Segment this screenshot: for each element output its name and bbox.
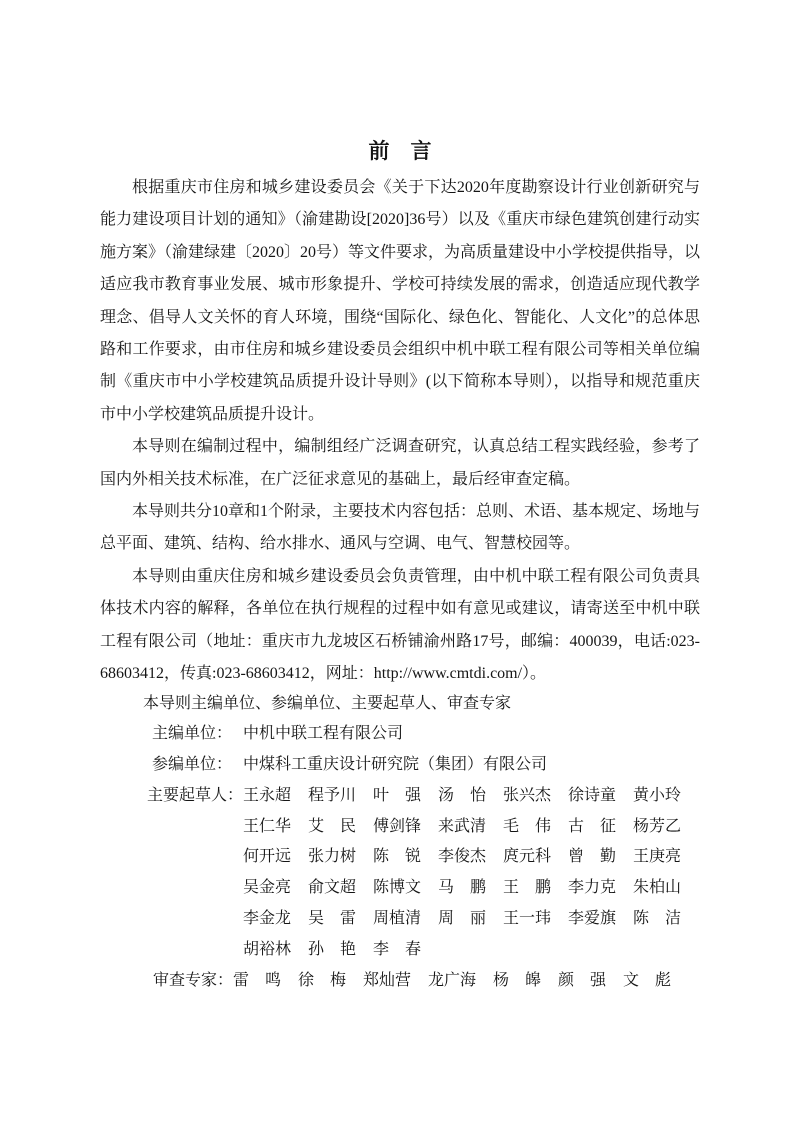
person-name: 傅剑锋	[373, 817, 422, 835]
person-name: 周 丽	[438, 910, 487, 928]
person-name: 来武清	[438, 817, 487, 835]
person-name: 吴金亮	[243, 879, 292, 897]
person-name: 雷 鸣	[233, 971, 282, 989]
person-name: 陈 锐	[373, 848, 422, 866]
drafter-names-row	[243, 818, 698, 835]
reviewers-label: 审查专家：	[153, 971, 234, 989]
person-name: 马 鹏	[438, 879, 487, 897]
person-name: 李力克	[568, 879, 617, 897]
person-name: 黄小玲	[633, 786, 682, 804]
reviewer-names-row	[233, 972, 688, 989]
foreword-paragraph-3: 本导则共分10章和1个附录，主要技术内容包括：总则、术语、基本规定、场地与总平面、建筑、结构、给水排水、通风与空调、电气、智慧校园等。	[100, 503, 701, 553]
drafters-row-1	[100, 781, 700, 812]
person-name: 文 彪	[623, 971, 672, 989]
drafters-row-3	[100, 842, 700, 873]
person-name: 程予川	[308, 786, 357, 804]
page-title: 前 言	[368, 139, 432, 163]
person-name: 王 鹏	[503, 879, 552, 897]
chief-editor-row	[100, 719, 700, 750]
person-name: 朱柏山	[633, 879, 682, 897]
drafter-names-row	[243, 941, 438, 958]
person-name: 俞文超	[308, 879, 357, 897]
foreword-body	[100, 172, 700, 691]
co-editor-label: 参编单位：	[152, 756, 233, 774]
drafter-names-row	[243, 879, 698, 896]
person-name: 曾 勤	[568, 848, 617, 866]
drafter-names-row	[243, 787, 698, 804]
person-name: 陈博文	[373, 879, 422, 897]
person-name: 艾 民	[308, 817, 357, 835]
person-name: 李 春	[373, 940, 422, 958]
person-name: 颜 强	[558, 971, 607, 989]
person-name: 张兴杰	[503, 786, 552, 804]
co-editor-value: 中煤科工重庆设计研究院（集团）有限公司	[243, 756, 548, 774]
person-name: 郑灿营	[363, 971, 412, 989]
person-name: 杨芳乙	[633, 817, 682, 835]
chief-editor-label: 主编单位：	[152, 725, 233, 743]
reviewers-row	[100, 966, 700, 997]
drafters-label: 主要起草人：	[147, 786, 244, 804]
person-name: 古 征	[568, 817, 617, 835]
person-name: 徐 梅	[298, 971, 347, 989]
drafters-row-5	[100, 904, 700, 935]
editorial-credits-section	[100, 689, 700, 997]
person-name: 庹元科	[503, 848, 552, 866]
person-name: 李俊杰	[438, 848, 487, 866]
person-name: 孙 艳	[308, 940, 357, 958]
drafter-names-row	[243, 910, 698, 927]
chief-editor-value: 中机中联工程有限公司	[243, 725, 404, 743]
person-name: 王一玮	[503, 910, 552, 928]
person-name: 胡裕林	[243, 940, 292, 958]
person-name: 吴 雷	[308, 910, 357, 928]
person-name: 龙广海	[428, 971, 477, 989]
person-name: 毛 伟	[503, 817, 552, 835]
credits-intro-line: 本导则主编单位、参编单位、主要起草人、审查专家	[143, 694, 512, 712]
person-name: 何开远	[243, 848, 292, 866]
person-name: 徐诗童	[568, 786, 617, 804]
co-editor-row	[100, 750, 700, 781]
foreword-paragraph-1: 根据重庆市住房和城乡建设委员会《关于下达2020年度勘察设计行业创新研究与能力建设项目计划的通知》（渝建勘设[2020]36号）以及《重庆市绿色建筑创建行动实施方案》（渝建绿建〔2020〕20号）等文件要求，为高质量建设中小学校提供指导，以适应我市教育事业发展、城市形象提升、学校可持续发展的需求，创造适应现代教学理念、倡导人文关怀的育人环境，围绕“国际化、绿色化、智能化、人文化”的总体思路和工作要求，由市住房和城乡建设委员会组织中机中联工程有限公司等相关单位编制《重庆市中小学校建筑品质提升设计导则》(以下简称本导则），以指导和规范重庆市中小学校建筑品质提升设计。	[100, 179, 701, 423]
foreword-paragraph-2: 本导则在编制过程中，编制组经广泛调查研究，认真总结工程实践经验，参考了国内外相关技术标准，在广泛征求意见的基础上，最后经审查定稿。	[100, 438, 700, 488]
person-name: 陈 洁	[633, 910, 682, 928]
person-name: 杨 皞	[493, 971, 542, 989]
drafters-row-2	[100, 812, 700, 843]
person-name: 叶 强	[373, 786, 422, 804]
person-name: 王仁华	[243, 817, 292, 835]
person-name: 王庚亮	[633, 848, 682, 866]
foreword-paragraph-4: 本导则由重庆住房和城乡建设委员会负责管理，由中机中联工程有限公司负责具体技术内容的解释，各单位在执行规程的过程中如有意见或建议，请寄送至中机中联工程有限公司（地址：重庆市九龙坡区石桥铺渝州路17号，邮编：400039，电话:023-68603412，传真:023-68603412，网址：http://www.cmtdi.com/）。	[100, 567, 700, 683]
drafters-row-6	[100, 935, 700, 966]
drafters-row-4	[100, 873, 700, 904]
person-name: 王永超	[243, 786, 292, 804]
person-name: 张力树	[308, 848, 357, 866]
person-name: 汤 怡	[438, 786, 487, 804]
person-name: 李爱旗	[568, 910, 617, 928]
person-name: 李金龙	[243, 910, 292, 928]
person-name: 周植清	[373, 910, 422, 928]
drafter-names-row	[243, 848, 698, 865]
